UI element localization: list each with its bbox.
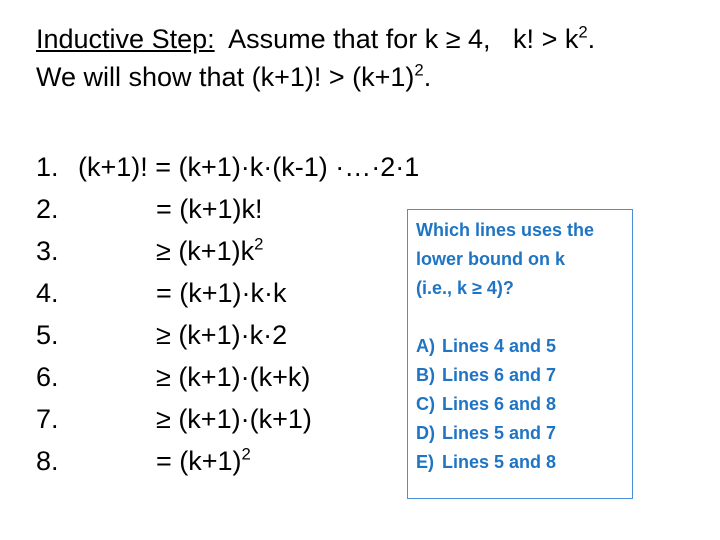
answer-option-e: E) Lines 5 and 8	[416, 452, 557, 472]
question-line: (i.e., k ≥ 4)?	[416, 278, 514, 298]
step-number: 2.	[36, 194, 59, 224]
goal-text: We will show that (k+1)! > (k+1)	[36, 62, 415, 92]
assumption-end: .	[587, 24, 596, 54]
step-number: 6.	[36, 362, 59, 392]
step-expression: = (k+1)k!	[156, 194, 263, 224]
answer-option-c: C) Lines 6 and 8	[416, 394, 557, 414]
answer-option-a: A) Lines 4 and 5	[416, 336, 557, 356]
step-expression: = (k+1)·k·k	[156, 278, 287, 308]
step-number: 8.	[36, 446, 59, 476]
question-line: Which lines uses the	[416, 220, 595, 240]
assumption-text: Assume that for k ≥ 4, k! > k	[214, 24, 579, 54]
step-number: 4.	[36, 278, 59, 308]
step-number: 1.	[36, 152, 59, 182]
assumption-line	[36, 20, 595, 58]
step-expression: ≥ (k+1)·(k+k)	[156, 362, 311, 392]
step-expression: ≥ (k+1)·(k+1)	[156, 404, 312, 434]
question-box	[407, 209, 633, 499]
goal-line	[36, 58, 595, 96]
step-expression: ≥ $(k+1)k^2$	[156, 234, 264, 266]
goal-exponent: 2	[414, 60, 424, 80]
question-line: lower bound on k	[416, 249, 565, 269]
step-number: 3.	[36, 236, 59, 266]
step-expression: = $(k+1)^2$	[156, 444, 251, 476]
answer-option-d: D) Lines 5 and 7	[416, 423, 557, 443]
assumption-exponent: 2	[578, 22, 588, 42]
step-expression: ≥ (k+1)·k·2	[156, 320, 288, 350]
answer-option-b: B) Lines 6 and 7	[416, 365, 557, 385]
goal-end: .	[423, 62, 432, 92]
step-expression: (k+1)! = (k+1)·k·(k-1) ·…·2·1	[78, 152, 420, 182]
inductive-step-label: Inductive Step:	[36, 24, 215, 54]
step-number: 5.	[36, 320, 59, 350]
step-number: 7.	[36, 404, 59, 434]
header	[36, 20, 595, 96]
